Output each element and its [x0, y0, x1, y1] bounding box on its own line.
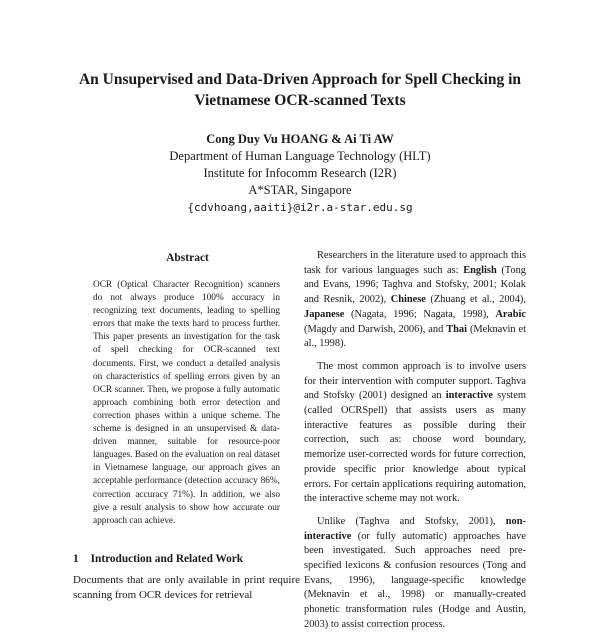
- title-line-1: An Unsupervised and Data-Driven Approach for Spell Checking in: [78, 71, 522, 88]
- text-run: (Nagata, 1996; Nagata, 1998),: [344, 308, 496, 320]
- affiliation-location: A*STAR, Singapore: [248, 183, 352, 197]
- section-number: 1: [73, 553, 79, 565]
- author-email: {cdvhoang,aaiti}@i2r.a-star.edu.sg: [187, 201, 413, 214]
- abstract-heading: Abstract: [166, 252, 209, 264]
- text-run: (Magdy and Darwish, 2006), and: [304, 323, 447, 335]
- language-chinese: Chinese: [390, 294, 426, 306]
- author-block: [60, 131, 540, 216]
- text-run: Researchers in the literature used to approach this task for various languages such as:: [304, 250, 526, 276]
- text-run: Unlike (Taghva and Stofsky, 2001),: [317, 515, 506, 527]
- section-title: Introduction and Related Work: [90, 553, 244, 565]
- title-line-2: Vietnamese OCR-scanned Texts: [194, 92, 406, 109]
- affiliation-institute: Institute for Infocomm Research (I2R): [203, 166, 397, 180]
- term-non-interactive: non-interactive: [304, 515, 526, 542]
- term-interactive: interactive: [445, 390, 494, 402]
- text-run: The most common approach is to involve users for their intervention with computer support. Taghva and Stofsky (2001) designed an: [304, 360, 526, 402]
- text-run: (Meknavin et al., 1998).: [304, 323, 526, 350]
- paragraph-interactive: [304, 360, 526, 507]
- text-run: (Zhuang et al., 2004),: [425, 294, 526, 306]
- language-japanese: Japanese: [304, 308, 345, 320]
- paragraph-non-interactive: [304, 515, 526, 633]
- language-arabic: Arabic: [495, 308, 526, 320]
- text-run: (Tong and Evans, 1996; Taghva and Stofsky, 2001; Kolak and Resnik, 2002),: [304, 264, 527, 306]
- intro-text: Documents that are only available in print require scanning from OCR devices for retrieval: [73, 574, 300, 601]
- language-thai: Thai: [446, 323, 468, 335]
- paper-title: [60, 69, 540, 111]
- language-english: English: [463, 264, 497, 276]
- abstract-text: OCR (Optical Character Recognition) scanners do not always produce 100% accuracy in recognizing text documents, leading to spelling errors that make the texts hard to process further. This paper presents an investigation for the task of spell checking for OCR-scanned text documents. First, we conduct a detailed analysis on characteristics of spelling errors given by an OCR scanner. Then, we propose a fully automatic approach combining both error detection and correction phases within a unique scheme. The scheme is designed in an unsupervised & data-driven manner, suitable for resource-poor languages. Based on the evaluation on real dataset in Vietnamese language, our approach gives an acceptable performance (detection accuracy 86%, correction accuracy 71%). In addition, we also give a result analysis to show how accurate our approach can achieve.: [93, 280, 280, 526]
- text-run: system (called OCRSpell) that assists users as many interactive features as possible during their correction, such as: choose word boundary, memorize user-corrected words for future correction, provide specific prior knowledge about typical errors. For certain applications requiring automation, the interactive scheme may not work.: [304, 390, 526, 505]
- right-column: [304, 249, 526, 641]
- section-heading: [73, 553, 243, 565]
- paragraph-languages: [304, 249, 526, 352]
- text-run: (or fully automatic) approaches have been investigated. Such approaches need pre-specified lexicons & confusion resources (Tong and Evans, 1996), language-specific knowledge (Meknavin et al., 1998) or manually-created phonetic transformation rules (Hodge and Austin, 2003) to assist correction process.: [304, 530, 526, 630]
- author-names: Cong Duy Vu HOANG & Ai Ti AW: [206, 132, 394, 146]
- affiliation-department: Department of Human Language Technology (HLT): [169, 149, 431, 163]
